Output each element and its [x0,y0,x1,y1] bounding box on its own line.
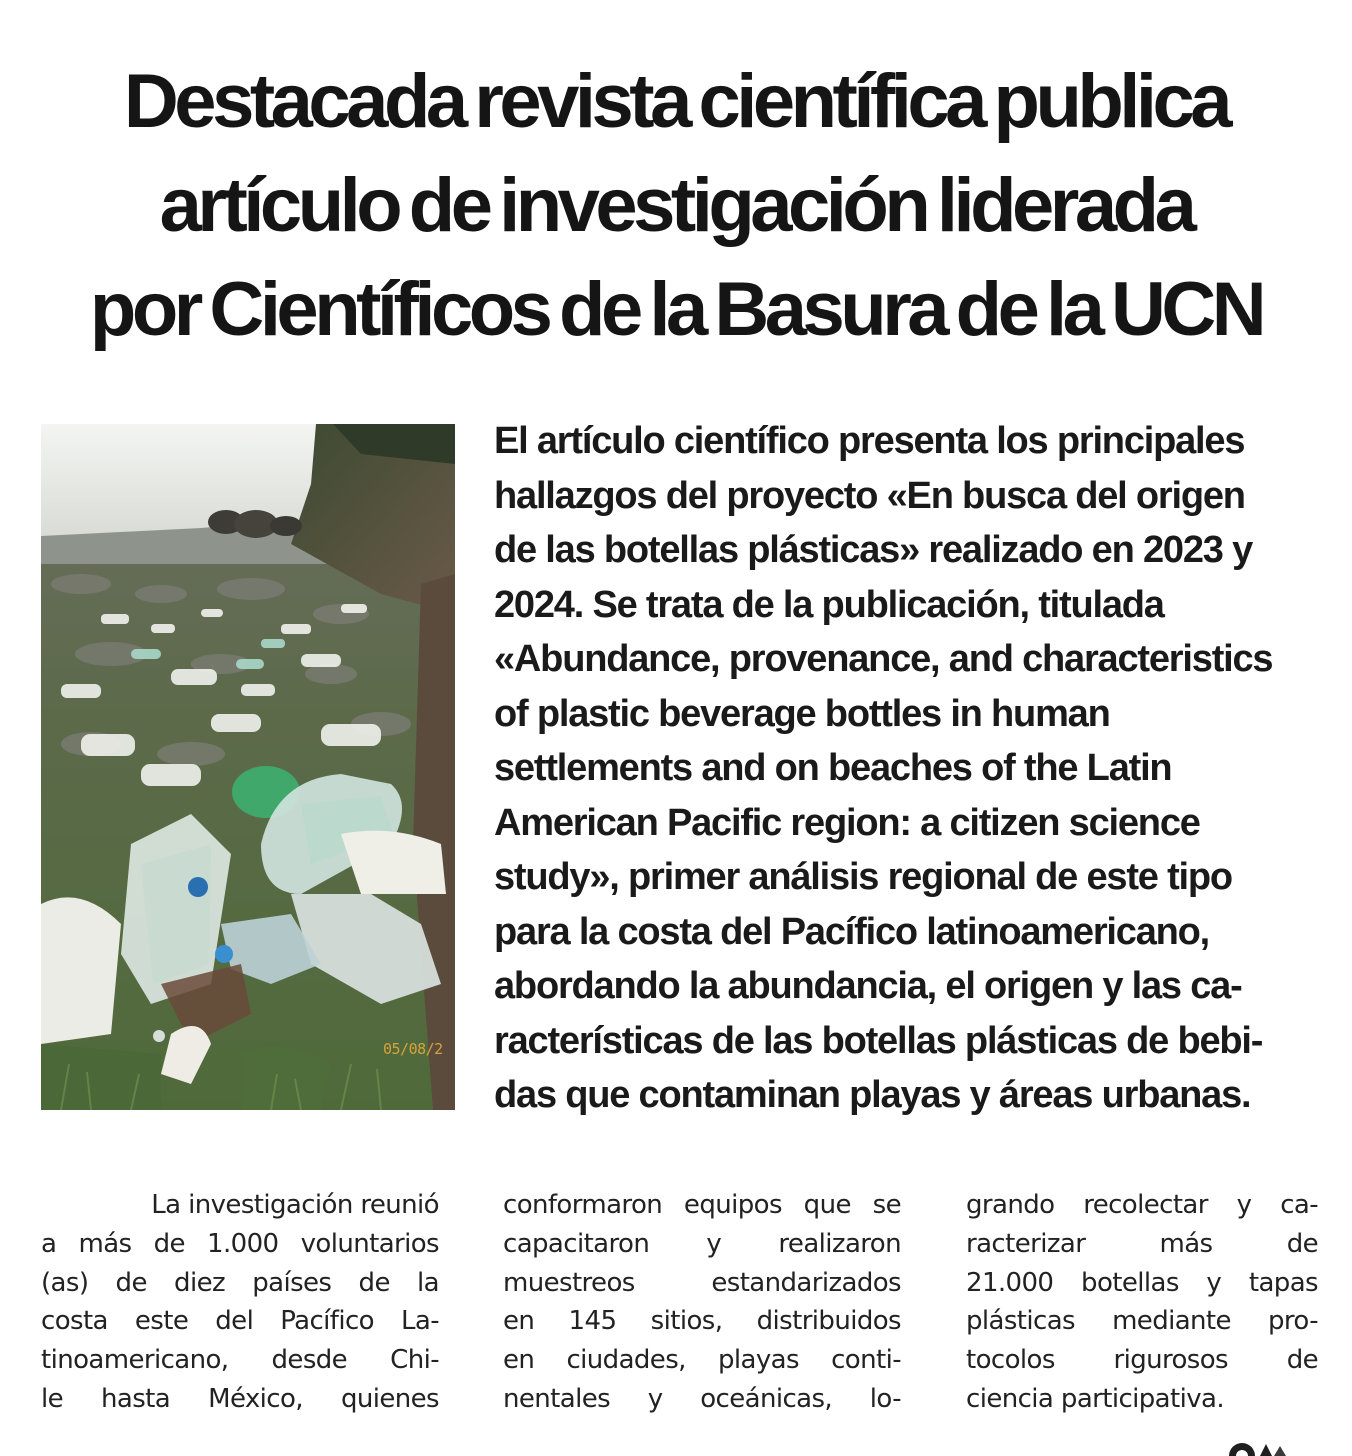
body-line: en 145 sitios, distribuidos [503,1306,901,1337]
lead-line: settlements and on beaches of the Latin [494,747,1172,789]
photo-date-stamp: 05/08/2 [383,1040,443,1058]
body-column-1 [41,1186,439,1419]
body-line: conformaron equipos que se [503,1190,901,1220]
headline [40,50,1312,362]
body-line: a más de 1.000 voluntarios [41,1228,439,1259]
lead-line: hallazgos del proyecto «En busca del origen [494,474,1245,517]
lead-line: of plastic beverage bottles in human [494,692,1110,735]
body-line: 21.000 botellas y tapas [966,1267,1318,1298]
body-column-3 [966,1186,1318,1419]
body-column-2 [503,1186,901,1419]
headline-line-2: artículo de investigación liderada [159,163,1193,248]
lead-paragraph [494,414,1312,1123]
body-line: ciencia participativa. [966,1383,1225,1414]
body-line: grando recolectar y ca- [966,1190,1318,1220]
lead-line: para la costa del Pacífico latinoamericano, [494,910,1210,953]
lead-line: 2024. Se trata de la publicación, titulada [494,583,1164,626]
headline-line-3: por Científicos de la Basura de la UCN [89,267,1263,352]
body-line: La investigación reunió [151,1190,439,1220]
body-line: (as) de diez países de la [41,1267,439,1298]
headline-line-1: Destacada revista científica publica [123,59,1229,144]
body-line: costa este del Pacífico La- [41,1306,439,1337]
lead-line: American Pacific region: a citizen science [494,801,1200,844]
body-line: tocolos rigurosos de [966,1345,1318,1376]
body-line: racterizar más de [966,1228,1318,1259]
lead-line: study», primer análisis regional de este tipo [494,856,1232,898]
lead-line: de las botellas plásticas» realizado en 2023 y [494,529,1252,571]
beach-plastic-bottles-photo [41,424,455,1110]
section-logo-icon [1226,1438,1296,1456]
body-line: capacitaron y realizaron [503,1228,901,1259]
body-line: en ciudades, playas conti- [503,1345,901,1376]
lead-line: das que contaminan playas y áreas urbanas. [494,1074,1251,1116]
body-line: tinoamericano, desde Chi- [41,1345,439,1376]
lead-line: racterísticas de las botellas plásticas de bebi- [494,1019,1263,1062]
body-line: le hasta México, quienes [41,1383,439,1414]
lead-line: El artículo científico presenta los principales [494,420,1245,462]
lead-line: «Abundance, provenance, and characteristics [494,638,1273,680]
body-line: plásticas mediante pro- [966,1306,1318,1337]
body-line: muestreos estandarizados [503,1267,901,1298]
body-line: nentales y oceánicas, lo- [503,1383,901,1414]
lead-line: abordando la abundancia, el origen y las ca- [494,965,1242,1007]
